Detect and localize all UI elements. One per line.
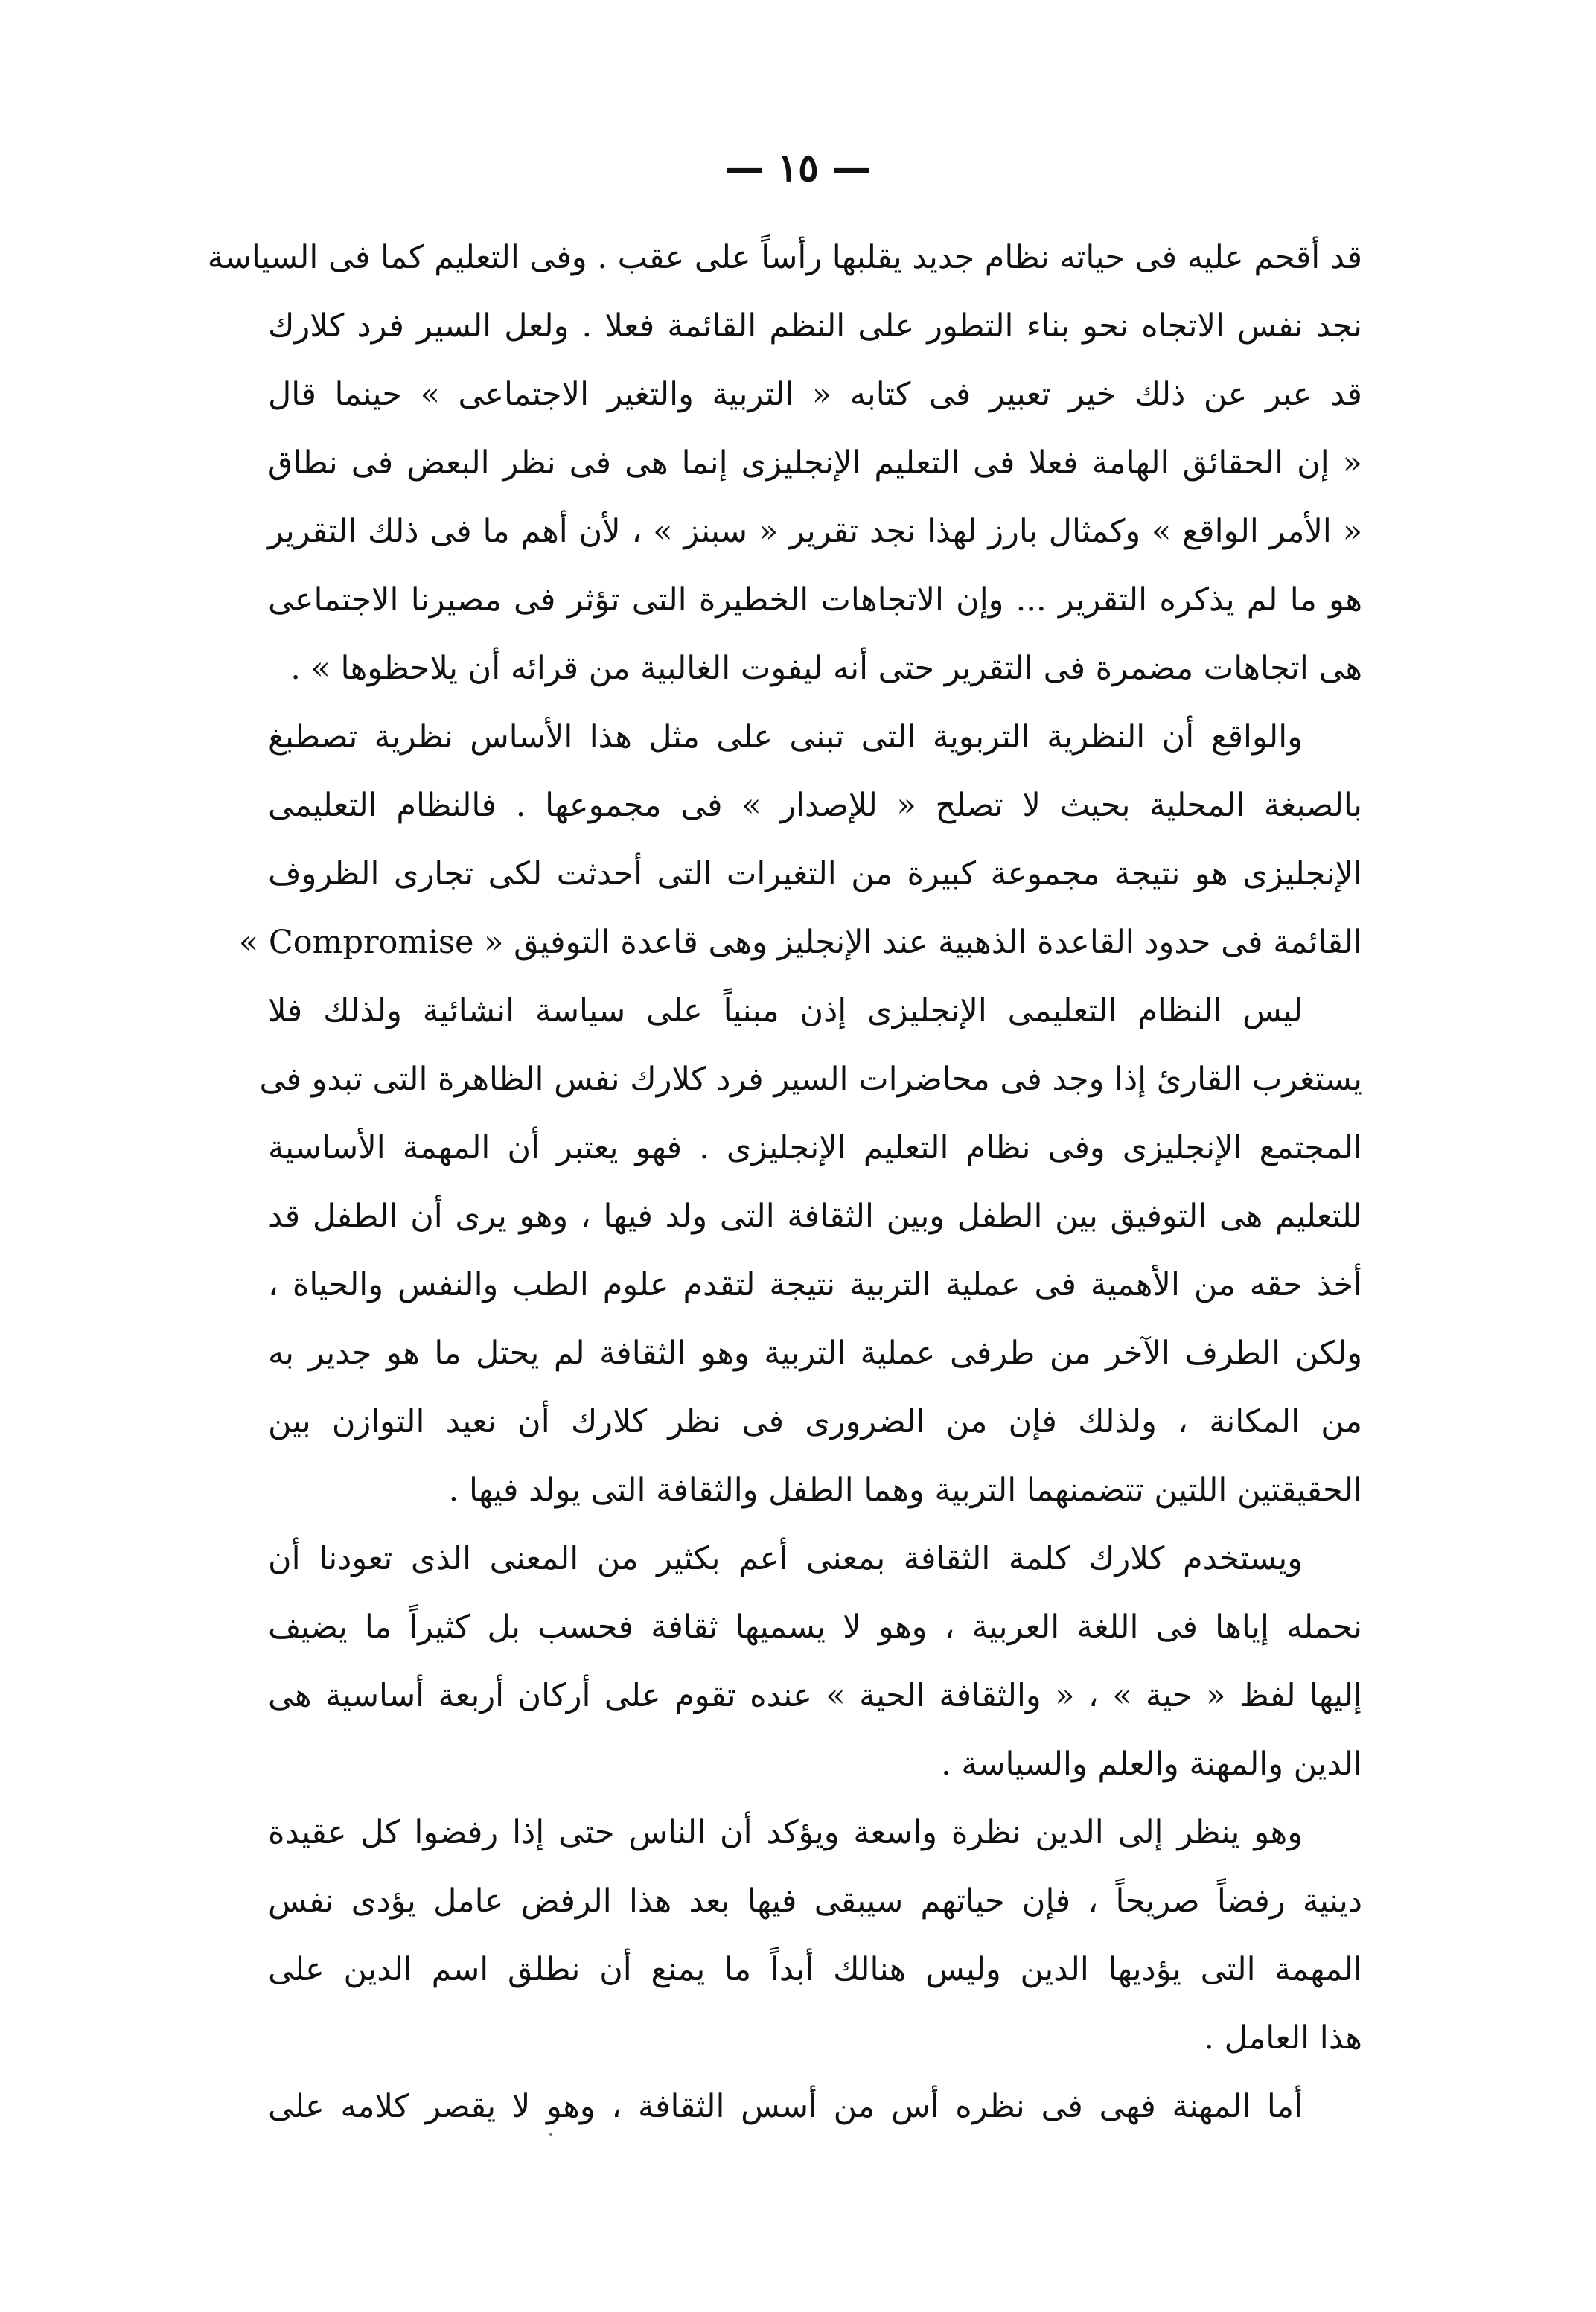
paragraph: [207, 223, 1362, 703]
text-line: والواقع أن النظرية التربوية التى تبنى على مثل هذا الأساس نظرية تصطبغ: [268, 718, 1303, 756]
text-line: القائمة فى حدود القاعدة الذهبية عند الإنجليز وهى قاعدة التوفيق « Compromise »: [238, 924, 1362, 961]
text-line: أما المهنة فهى فى نظره أس من أسس الثقافة ، وهو لا يقصر كلامه على: [268, 2088, 1303, 2125]
text-line: نحمله إياها فى اللغة العربية ، وهو لا يسميها ثقافة فحسب بل كثيراً ما يضيف: [268, 1609, 1362, 1646]
text-line: من المكانة ، ولذلك فإن من الضرورى فى نظر كلارك أن نعيد التوازن بين: [268, 1403, 1362, 1440]
paragraph: [268, 1798, 1362, 2072]
text-line: دينية رفضاً صريحاً ، فإن حياتهم سيبقى فيها بعد هذا الرفض عامل يؤدى نفس: [268, 1883, 1362, 1920]
text-line: قد أقحم عليه فى حياته نظام جديد يقلبها رأساً على عقب . وفى التعليم كما فى السياسة: [207, 239, 1362, 276]
text-line: قد عبر عن ذلك خير تعبير فى كتابه « التربية والتغير الاجتماعى » حينما قال: [268, 376, 1362, 413]
text-line: الدين والمهنة والعلم والسياسة .: [941, 1746, 1362, 1783]
text-line: هو ما لم يذكره التقرير ... وإن الاتجاهات الخطيرة التى تؤثر فى مصيرنا الاجتماعى: [268, 581, 1362, 619]
text-line: « الأمر الواقع » وكمثال بارز لهذا نجد تقرير « سبنز » ، لأن أهم ما فى ذلك التقرير: [268, 513, 1362, 550]
paragraph: [259, 977, 1362, 1524]
paragraph: [238, 703, 1362, 977]
page-number: — ١٥ —: [724, 145, 872, 191]
text-line: للتعليم هى التوفيق بين الطفل وبين الثقافة التى ولد فيها ، وهو يرى أن الطفل قد: [268, 1198, 1362, 1235]
text-line: يستغرب القارئ إذا وجد فى محاضرات السير فرد كلارك نفس الظاهرة التى تبدو فى: [259, 1061, 1362, 1098]
text-line: هى اتجاهات مضمرة فى التقرير حتى أنه ليفوت الغالبية من قرائه أن يلاحظوها » .: [290, 650, 1362, 687]
paragraph: [268, 1524, 1362, 1798]
body-text: [207, 223, 1362, 2141]
text-line: الإنجليزى هو نتيجة مجموعة كبيرة من التغيرات التى أحدثت لكى تجارى الظروف: [268, 855, 1362, 892]
text-line: هذا العامل .: [1204, 2019, 1362, 2057]
text-line: ويستخدم كلارك كلمة الثقافة بمعنى أعم بكثير من المعنى الذى تعودنا أن: [268, 1540, 1303, 1577]
text-line: وهو ينظر إلى الدين نظرة واسعة ويؤكد أن الناس حتى إذا رفضوا كل عقيدة: [268, 1814, 1303, 1851]
text-line: الحقيقتين اللتين تتضمنهما التربية وهما الطفل والثقافة التى يولد فيها .: [448, 1472, 1362, 1509]
text-line: إليها لفظ « حية » ، « والثقافة الحية » عنده تقوم على أركان أربعة أساسية هى: [268, 1677, 1362, 1714]
scan-speck: [549, 2133, 552, 2136]
text-line: المهمة التى يؤديها الدين وليس هنالك أبداً ما يمنع أن نطلق اسم الدين على: [268, 1951, 1362, 1988]
text-line: « إن الحقائق الهامة فعلا فى التعليم الإنجليزى إنما هى فى نظر البعض فى نطاق: [268, 444, 1362, 482]
text-line: بالصبغة المحلية بحيث لا تصلح « للإصدار » فى مجموعها . فالنظام التعليمى: [268, 787, 1362, 824]
paragraph: [268, 2072, 1362, 2141]
text-line: ليس النظام التعليمى الإنجليزى إذن مبنياً على سياسة انشائية ولذلك فلا: [268, 992, 1303, 1029]
text-line: ولكن الطرف الآخر من طرفى عملية التربية وهو الثقافة لم يحتل ما هو جدير به: [268, 1335, 1362, 1372]
text-line: نجد نفس الاتجاه نحو بناء التطور على النظم القائمة فعلا . ولعل السير فرد كلارك: [268, 307, 1362, 345]
text-line: المجتمع الإنجليزى وفى نظام التعليم الإنجليزى . فهو يعتبر أن المهمة الأساسية: [268, 1129, 1362, 1166]
text-line: أخذ حقه من الأهمية فى عملية التربية نتيجة لتقدم علوم الطب والنفس والحياة ،: [268, 1266, 1362, 1303]
